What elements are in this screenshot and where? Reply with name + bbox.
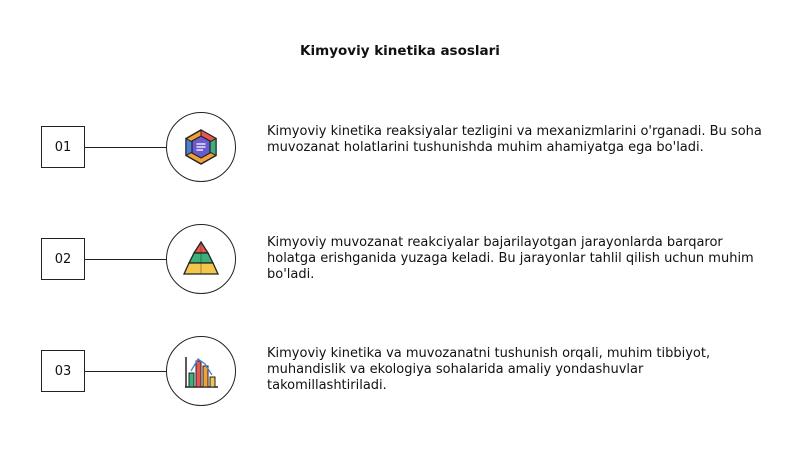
step-description: Kimyoviy muvozanat reakciyalar bajarilayotgan jarayonlarda barqaror holatga erishganida yuzaga keladi. Bu jarayonlar tahlil qilish uchun muhim bo'ladi. — [267, 235, 754, 282]
icon-circle — [166, 336, 236, 406]
step-description: Kimyoviy kinetika va muvozanatni tushunish orqali, muhim tibbiyot, muhandislik va ekologiya sohalarida amaliy yondashuvlar takomillashtiriladi. — [267, 346, 711, 393]
step-number: 02 — [54, 251, 72, 267]
step-number: 01 — [54, 139, 72, 155]
bar-chart-icon — [181, 351, 221, 391]
connector-line — [85, 147, 167, 148]
step-number-box — [41, 126, 85, 168]
page-title: Kimyoviy kinetika asoslari — [300, 43, 500, 59]
step-number: 03 — [54, 363, 72, 379]
hexagon-document-icon — [181, 127, 221, 167]
connector-line — [85, 371, 167, 372]
connector-line — [85, 259, 167, 260]
pyramid-icon — [180, 239, 222, 279]
step-description: Kimyoviy kinetika reaksiyalar tezligini va mexanizmlarini o'rganadi. Bu soha muvozanat holatlarini tushunishda muhim ahamiyatga ega bo'ladi. — [267, 124, 762, 155]
step-number-box — [41, 350, 85, 392]
step-number-box — [41, 238, 85, 280]
icon-circle — [166, 112, 236, 182]
icon-circle — [166, 224, 236, 294]
